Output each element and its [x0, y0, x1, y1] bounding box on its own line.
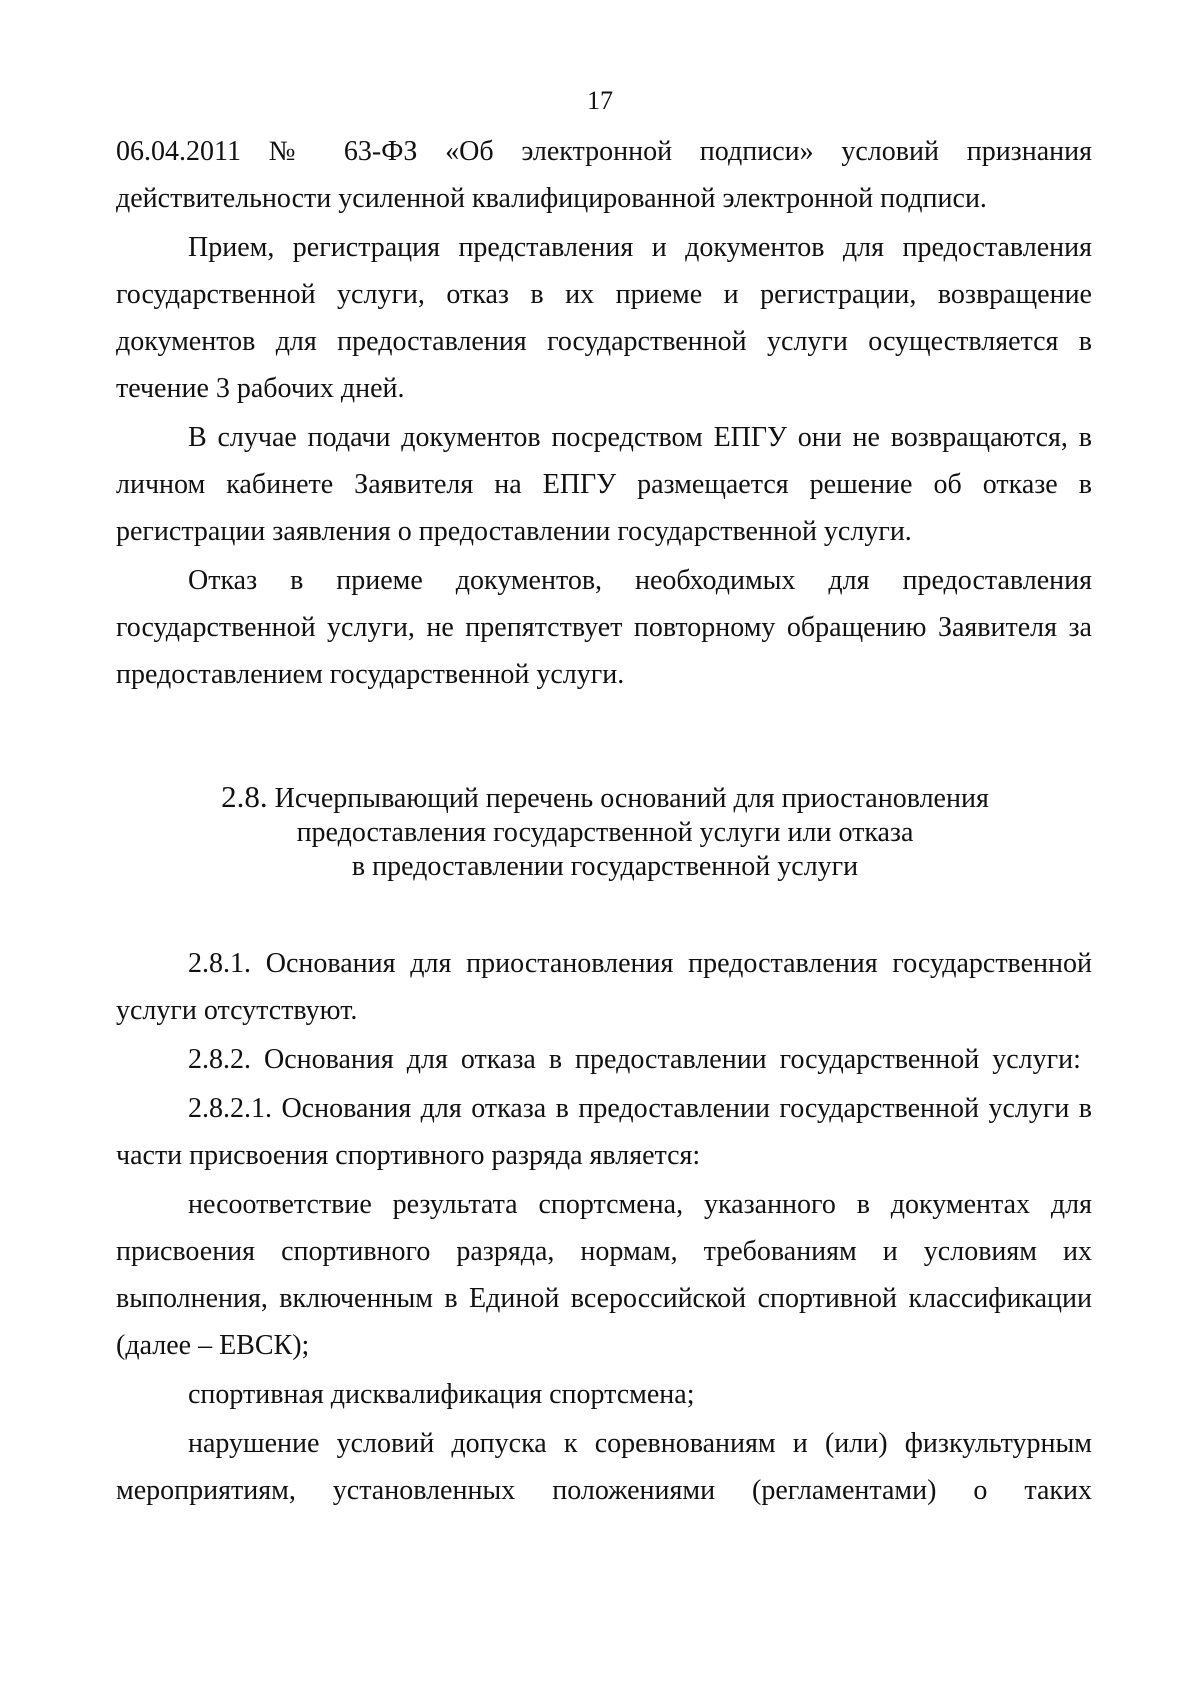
paragraph-epgu-submission: В случае подачи документов посредством ЕПГУ они не возвращаются, в личном кабинете Заявителя на ЕПГУ размещается решение об отказе в регистрации заявления о предоставлении государственной услуги. [116, 422, 1092, 547]
paragraph-2-8-1: 2.8.1. Основания для приостановления предоставления государственной услуги отсутствуют. [116, 948, 1092, 1026]
heading-number: 2.8. [221, 779, 268, 814]
paragraph-reception-registration: Прием, регистрация представления и документов для предоставления государственной услуги, отказ в их приеме и регистрации, возвращение документов для предоставления государственной услуги осуществляется в течение 3 рабочих дней. [116, 232, 1092, 404]
paragraph-signature-continuation: 06.04.2011 № 63-ФЗ «Об электронной подписи» условий признания действительности усиленной квалифицированной электронной подписи. [116, 136, 1092, 214]
section-heading [190, 780, 1020, 884]
text-block-bottom [116, 940, 1092, 1514]
paragraph-admission-violation: нарушение условий допуска к соревнованиям и (или) физкультурным мероприятиям, установленных положениями (регламентами) о таких [116, 1428, 1092, 1506]
heading-line-1: 2.8. Исчерпывающий перечень оснований для приостановления [221, 779, 989, 814]
paragraph-result-mismatch: несоответствие результата спортсмена, указанного в документах для присвоения спортивного разряда, нормам, требованиям и условиям их выполнения, включенным в Единой всероссийской спортивной классификации (далее – ЕВСК); [116, 1189, 1092, 1361]
paragraph-refusal-no-obstacle: Отказ в приеме документов, необходимых для предоставления государственной услуги, не препятствует повторному обращению Заявителя за предоставлением государственной услуги. [116, 565, 1092, 690]
heading-line-3: в предоставлении государственной услуги [351, 851, 859, 882]
paragraph-2-8-2-1: 2.8.2.1. Основания для отказа в предоставлении государственной услуги в части присвоения спортивного разряда является: [116, 1093, 1092, 1171]
paragraph-2-8-2: 2.8.2. Основания для отказа в предоставлении государственной услуги: [188, 1044, 1081, 1075]
page-number: 17 [587, 86, 613, 115]
paragraph-disqualification: спортивная дисквалификация спортсмена; [188, 1379, 695, 1410]
text-block-top [116, 128, 1092, 698]
heading-line-2: предоставления государственной услуги или отказа [296, 817, 914, 848]
